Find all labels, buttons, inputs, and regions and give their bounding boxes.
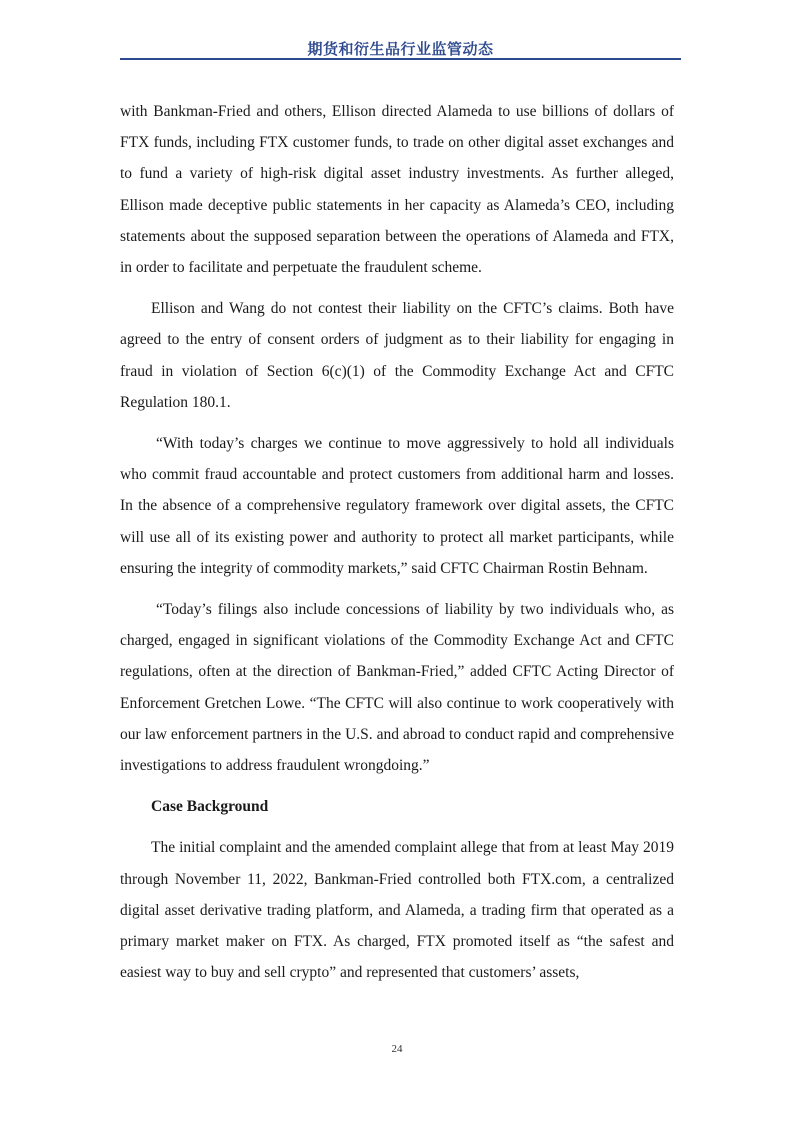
paragraph-behnam-quote: “With today’s charges we continue to move aggressively to hold all individuals who commit fraud accountable and protect customers from additional harm and losses. In the absence of a comprehensive regulatory framework over digital assets, the CFTC will use all of its existing power and authority to protect all market participants, while ensuring the integrity of commodity markets,” said CFTC Chairman Rostin Behnam.	[120, 435, 674, 577]
running-header-title: 期货和衍生品行业监管动态	[307, 40, 494, 58]
paragraph-lowe-quote: “Today’s filings also include concessions of liability by two individuals who, as charged, engaged in significant violations of the Commodity Exchange Act and CFTC regulations, often at the direction of Bankman-Fried,” added CFTC Acting Director of Enforcement Gretchen Lowe. “The CFTC will also continue to work cooperatively with our law enforcement partners in the U.S. and abroad to conduct rapid and comprehensive investigations to address fraudulent wrongdoing.”	[120, 601, 674, 775]
paragraph-case-background: The initial complaint and the amended complaint allege that from at least May 2019 through November 11, 2022, Bankman-Fried controlled both FTX.com, a centralized digital asset derivative trading platform, and Alameda, a trading firm that operated as a primary market maker on FTX. As charged, FTX promoted itself as “the safest and easiest way to buy and sell crypto” and represented that customers’ assets,	[120, 839, 674, 982]
paragraph-liability: Ellison and Wang do not contest their liability on the CFTC’s claims. Both have agreed to the entry of consent orders of judgment as to their liability for engaging in fraud in violation of Section 6(c)(1) of the Commodity Exchange Act and CFTC Regulation 180.1.	[120, 300, 674, 411]
section-heading-case-background: Case Background	[151, 798, 269, 816]
paragraph-continuation: with Bankman-Fried and others, Ellison directed Alameda to use billions of dollars of FTX funds, including FTX customer funds, to trade on other digital asset exchanges and to fund a variety of high-risk digital asset industry investments. As further alleged, Ellison made deceptive public statements in her capacity as Alameda’s CEO, including statements about the supposed separation between the operations of Alameda and FTX, in order to facilitate and perpetuate the fraudulent scheme.	[120, 103, 674, 277]
page-number: 24	[391, 1043, 403, 1055]
document-body	[120, 96, 674, 998]
header-divider	[120, 58, 681, 60]
